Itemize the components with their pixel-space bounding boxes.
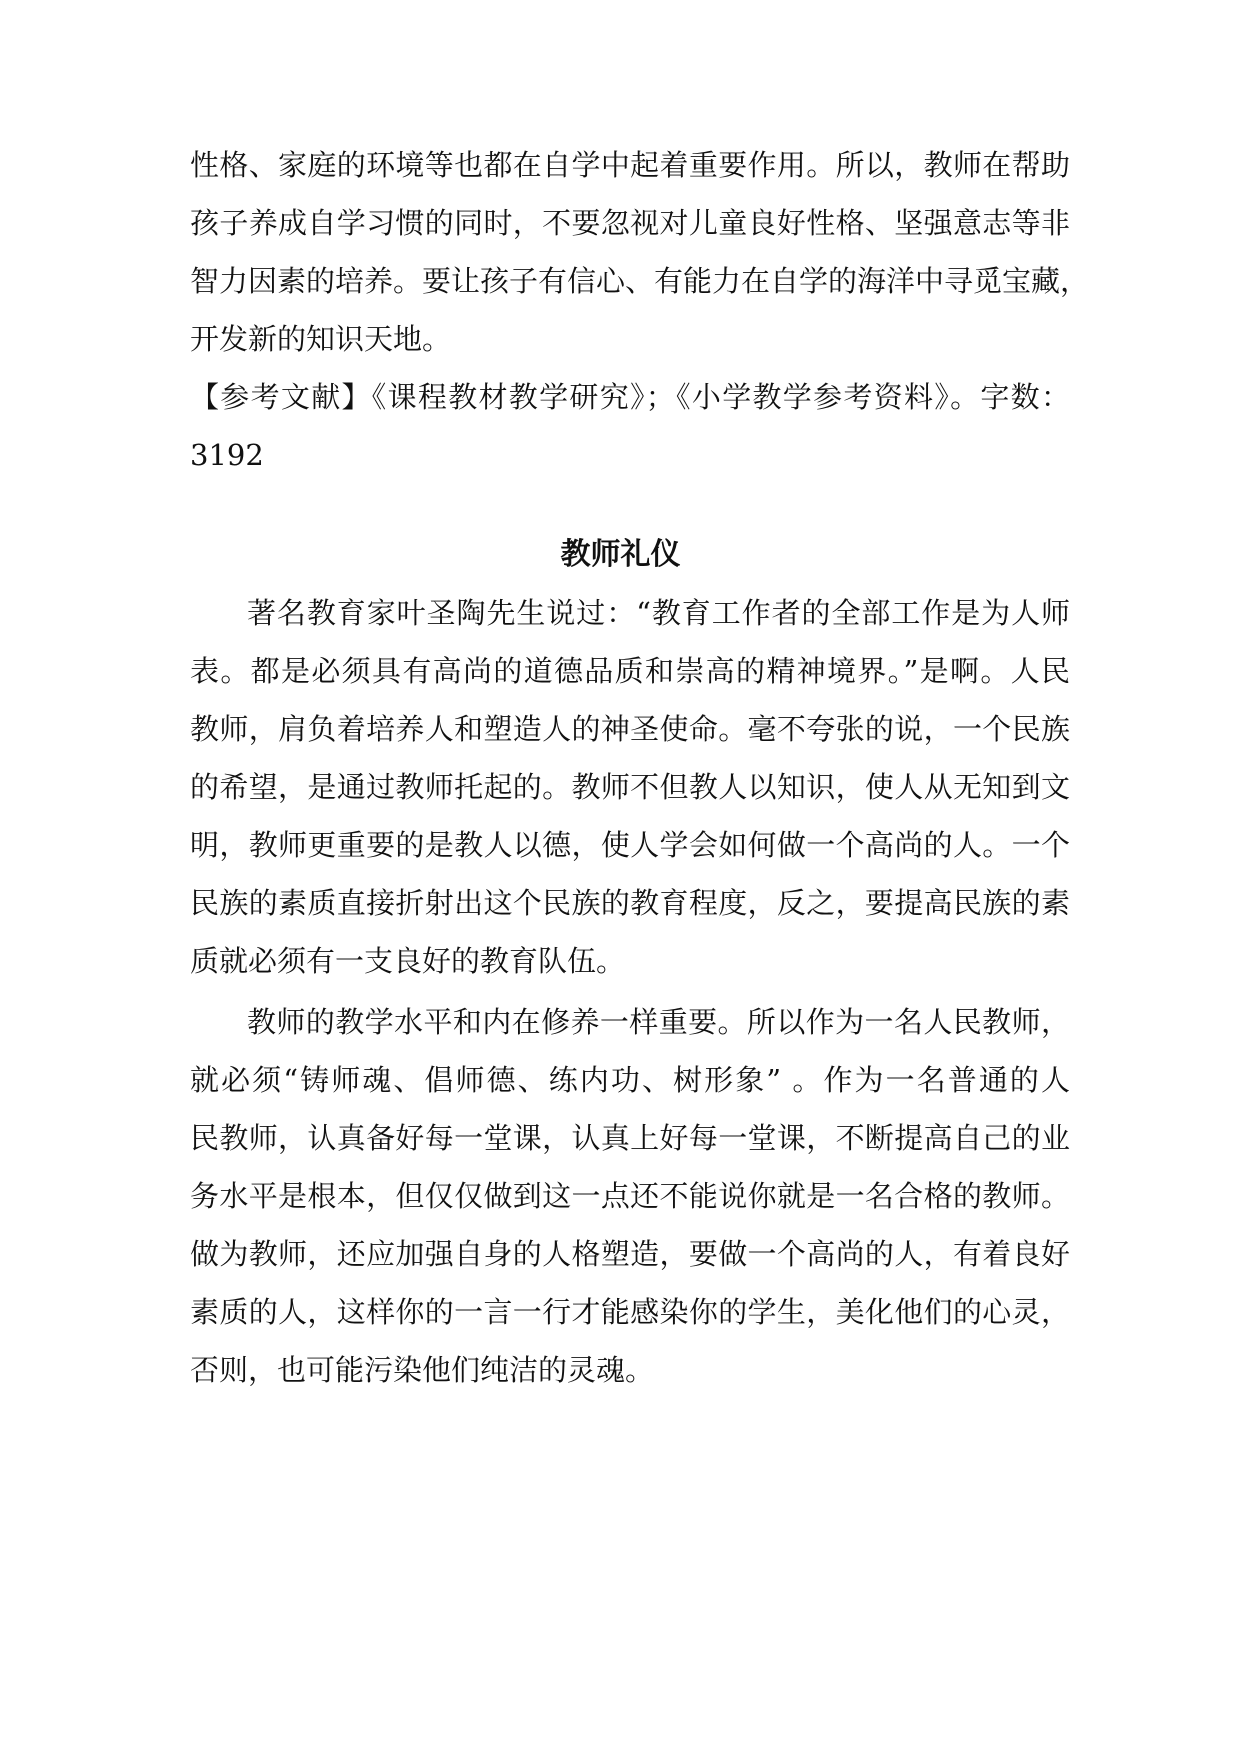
- text-line: 素质的人，这样你的一言一行才能感染你的学生，美化他们的心灵，: [190, 1295, 1070, 1329]
- article-title: 教师礼仪: [560, 537, 681, 572]
- text-line: 否则，也可能污染他们纯洁的灵魂。: [190, 1353, 655, 1387]
- text-line: 就必须“铸师魂、倡师德、练内功、树形象” 。作为一名普通的人: [190, 1063, 1070, 1097]
- references-word-count: 3192: [190, 438, 264, 472]
- text-line: 质就必须有一支良好的教育队伍。: [190, 944, 626, 978]
- text-line: 性格、家庭的环境等也都在自学中起着重要作用。所以，教师在帮助: [190, 148, 1070, 182]
- text-line: 务水平是根本，但仅仅做到这一点还不能说你就是一名合格的教师。: [190, 1179, 1070, 1213]
- text-line: 做为教师，还应加强自身的人格塑造，要做一个高尚的人，有着良好: [190, 1237, 1070, 1271]
- text-line: 孩子养成自学习惯的同时，不要忽视对儿童良好性格、坚强意志等非: [190, 206, 1070, 240]
- text-line: 明，教师更重要的是教人以德，使人学会如何做一个高尚的人。一个: [190, 828, 1070, 862]
- text-line: 开发新的知识天地。: [190, 322, 452, 356]
- references-line: 【参考文献】《课程教材教学研究》；《小学教学参考资料》。字数：: [190, 380, 1070, 414]
- text-line: 教师的教学水平和内在修养一样重要。所以作为一名人民教师，: [247, 1005, 1070, 1039]
- text-line: 民教师，认真备好每一堂课，认真上好每一堂课，不断提高自己的业: [190, 1121, 1070, 1155]
- text-line: 教师，肩负着培养人和塑造人的神圣使命。毫不夸张的说，一个民族: [190, 712, 1070, 746]
- text-line: 智力因素的培养。要让孩子有信心、有能力在自学的海洋中寻觅宝藏，: [190, 264, 1090, 298]
- text-line: 著名教育家叶圣陶先生说过：“教育工作者的全部工作是为人师: [247, 596, 1070, 630]
- text-line: 的希望，是通过教师托起的。教师不但教人以知识，使人从无知到文: [190, 770, 1070, 804]
- text-line: 民族的素质直接折射出这个民族的教育程度，反之，要提高民族的素: [190, 886, 1070, 920]
- text-line: 表。都是必须具有高尚的道德品质和崇高的精神境界。”是啊。人民: [190, 654, 1070, 688]
